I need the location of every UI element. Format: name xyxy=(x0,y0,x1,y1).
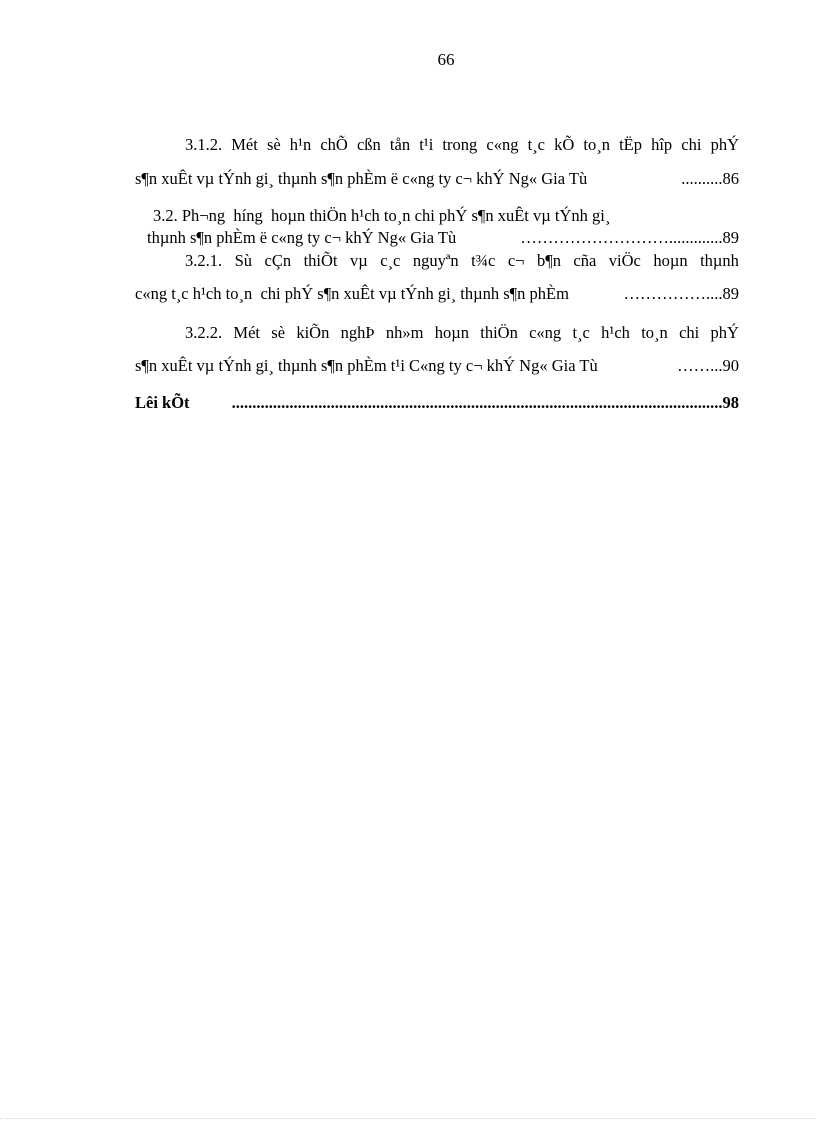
toc-word: vµ xyxy=(349,251,368,270)
toc-leader-dots: ....................................................................................................................... xyxy=(231,393,723,412)
toc-word: chi xyxy=(681,135,702,154)
toc-word: c¬ xyxy=(507,251,525,270)
page-bottom-border xyxy=(0,1118,816,1119)
toc-word: kiÕn xyxy=(296,323,330,342)
toc-entry-3-2-line-2 xyxy=(147,228,739,248)
toc-word: t¸c xyxy=(527,135,545,154)
toc-word: nh»m xyxy=(385,323,424,342)
toc-entry-3-1-2-line-1 xyxy=(185,135,739,155)
toc-entry-text: Lêi kÕt xyxy=(135,393,190,412)
toc-entry-text: c«ng t¸c h¹ch to¸n chi phÝ s¶n xuÊt vµ tÝnh gi¸ thµnh s¶n phÈm xyxy=(135,284,569,303)
toc-page-number: 89 xyxy=(722,228,739,247)
toc-word: c¸c xyxy=(380,251,401,270)
toc-entry-3-2-2-line-2 xyxy=(135,356,739,376)
toc-leader-dots: .......... xyxy=(681,169,723,188)
toc-entry-conclusion xyxy=(135,393,739,413)
toc-word: tån xyxy=(389,135,411,154)
toc-word: viÖc xyxy=(608,251,641,270)
toc-word: nghÞ xyxy=(340,323,375,342)
toc-word: sè xyxy=(271,323,286,342)
toc-word: t¸c xyxy=(572,323,590,342)
toc-word: t¹i xyxy=(419,135,434,154)
toc-word: b¶n xyxy=(536,251,561,270)
toc-word: sè xyxy=(266,135,281,154)
toc-word: cÇn xyxy=(264,251,292,270)
toc-entry-3-2-line-1 xyxy=(153,206,739,226)
toc-page-number: 98 xyxy=(722,393,739,412)
toc-word: chi xyxy=(679,323,700,342)
toc-word: hîp xyxy=(651,135,673,154)
toc-word: cßn xyxy=(356,135,381,154)
toc-page-number: 89 xyxy=(722,284,739,303)
toc-word: Mét xyxy=(233,323,260,342)
toc-word: c«ng xyxy=(486,135,519,154)
toc-page-number: 86 xyxy=(722,169,739,188)
toc-leader-dots: ………………………............. xyxy=(520,228,723,247)
toc-entry-text: thµnh s¶n phÈm ë c«ng ty c¬ khÝ Ng« Gia Tù xyxy=(147,228,457,247)
toc-word: to¸n xyxy=(641,323,668,342)
toc-word: nguyªn xyxy=(412,251,459,270)
toc-entry-3-2-2-line-1 xyxy=(185,323,739,343)
toc-word: 3.1.2. xyxy=(185,135,223,154)
toc-leader-dots: …………….... xyxy=(623,284,723,303)
toc-word: phÝ xyxy=(710,135,739,154)
toc-word: chÕ xyxy=(320,135,348,154)
page-number: 66 xyxy=(437,50,455,69)
toc-word: to¸n xyxy=(583,135,610,154)
toc-word: trong xyxy=(442,135,478,154)
toc-word: h¹n xyxy=(289,135,312,154)
toc-entry-3-2-1-line-2 xyxy=(135,284,739,304)
toc-word: cña xyxy=(573,251,597,270)
toc-word: 3.2.1. xyxy=(185,251,223,270)
toc-word: hoµn xyxy=(653,251,688,270)
toc-word: thiÖn xyxy=(480,323,518,342)
toc-entry-text: 3.2. Ph¬ng híng hoµn thiÖn h¹ch to¸n chi phÝ s¶n xuÊt vµ tÝnh gi¸ xyxy=(153,206,611,225)
toc-entry-3-1-2-line-2 xyxy=(135,169,739,189)
toc-word: c«ng xyxy=(529,323,562,342)
toc-word: kÕ xyxy=(554,135,575,154)
toc-entry-3-2-1-line-1 xyxy=(185,251,739,271)
toc-leader-dots: ……... xyxy=(677,356,723,375)
toc-word: Sù xyxy=(234,251,253,270)
toc-page-number: 90 xyxy=(722,356,739,375)
toc-word: t¾c xyxy=(471,251,496,270)
toc-entry-text: s¶n xuÊt vµ tÝnh gi¸ thµnh s¶n phÈm t¹i C«ng ty c¬ khÝ Ng« Gia Tù xyxy=(135,356,598,375)
toc-word: phÝ xyxy=(710,323,739,342)
toc-word: Mét xyxy=(231,135,258,154)
toc-word: thiÕt xyxy=(303,251,338,270)
toc-entry-text: s¶n xuÊt vµ tÝnh gi¸ thµnh s¶n phÈm ë c«ng ty c¬ khÝ Ng« Gia Tù xyxy=(135,169,588,188)
toc-word: thµnh xyxy=(700,251,739,270)
toc-word: hoµn xyxy=(434,323,469,342)
toc-word: h¹ch xyxy=(601,323,630,342)
toc-word: 3.2.2. xyxy=(185,323,223,342)
toc-word: tËp xyxy=(619,135,642,154)
